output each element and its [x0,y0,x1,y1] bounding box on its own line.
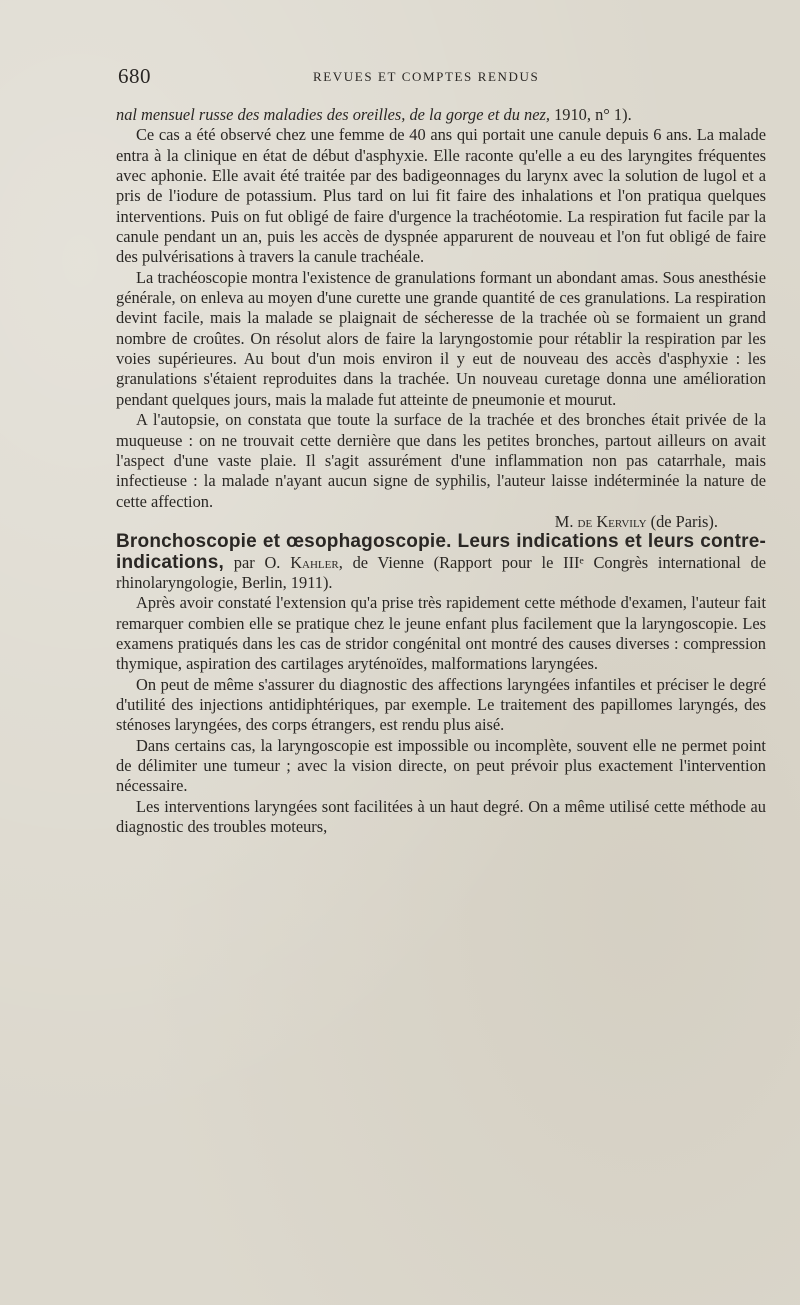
signature-prefix: M. [554,511,578,531]
paragraph-case: Ce cas a été observé chez une femme de 40 ans qui portait une canule depuis 6 ans. La malade entra à la clinique en état de début d'asphyxie. Elle raconte qu'elle a eu des laryngites fréquentes avec aphonie. Elle avait été traitée par des badigeonnages du larynx avec la solution de lugol et a pris de l'iodure de potassium. Plus tard on lui fit faire des inhalations et l'on pratiqua quelques interventions. Puis on fut obligé de faire d'urgence la trachéotomie. La respiration fut facile par la canule pendant un an, puis les accès de dyspnée apparurent de nouveau et l'on fut obligé de faire des pulvérisations à travers la canule trachéale. [116,125,766,267]
running-title: REVUES ET COMPTES RENDUS [313,69,540,84]
section-title: Bronchoscopie et œsophagoscopie. Leurs indications et leurs contre-indications, [116,531,766,573]
section-author: Kahler [290,552,339,572]
paragraph-autopsy: A l'autopsie, on constata que toute la surface de la trachée et des bronches était privée de la muqueuse : on ne trouvait cette dernière que dans les petites bronches, partout ailleurs on avait l'aspect d'une vaste plaie. Il s'agit assurément d'une inflammation non pas catarrhale, mais infectieuse : la malade n'ayant aucun signe de syphilis, l'auteur laisse indéterminée la nature de cette affection. [116,410,766,511]
page-number: 680 [118,64,151,88]
signature-particle: de [577,511,593,531]
signature-name: Kervily [596,511,647,531]
paragraph-diagnostic: On peut de même s'assurer du diagnostic des affections laryngées infantiles et préciser le degré d'utilité des injections antidiphtériques, par exemple. Le traitement des papillomes laryngés, des sténoses laryngées, des corps étrangers, est rendu plus aisé. [116,674,766,735]
paragraph-citation-continuation [116,105,766,125]
section-heading-paragraph [116,532,766,593]
section-reference: , de Vienne (Rapport pour le IIIᵉ Congrès international de rhinolaryngologie, Berlin, 1911). [116,552,766,592]
body-text [116,105,766,837]
running-header [118,64,768,90]
paragraph-interventions: Les interventions laryngées sont facilitées à un haut degré. On a même utilisé cette méthode au diagnostic des troubles moteurs, [116,796,766,837]
journal-title-italic: nal mensuel russe des maladies des oreilles, de la gorge et du nez, [116,105,550,124]
signature-place: (de Paris). [650,511,718,531]
paragraph-laryngoscopy: Dans certains cas, la laryngoscopie est impossible ou incomplète, souvent elle ne permet point de délimiter une tumeur ; avec la vision directe, on peut prévoir plus exactement l'intervention nécessaire. [116,735,766,796]
paragraph-extension: Après avoir constaté l'extension qu'a prise très rapidement cette méthode d'examen, l'auteur fait remarquer combien elle se pratique chez le jeune enfant plus facilement que la laryngoscopie. Les examens pratiqués dans les cas de stridor congénital ont montré des causes diverses : compression thymique, aspiration des cartilages aryténoïdes, malformations laryngées. [116,593,766,674]
paragraph-tracheoscopy: La trachéoscopie montra l'existence de granulations formant un abondant amas. Sous anesthésie générale, on enleva au moyen d'une curette une grande quantité de ces granulations. La respiration devint facile, mais la malade se plaignait de sécheresse de la trachée où se formaient un grand nombre de croûtes. On résolut alors de faire la laryngostomie pour rétablir la respiration par les voies supérieures. Au bout d'un mois environ il y eut de nouveau des accès d'asphyxie : les granulations s'étaient reproduites dans la trachée. Un nouveau curetage donna une amélioration pendant quelques jours, mais la malade fut atteinte de pneumonie et mourut. [116,267,766,409]
author-signature [116,512,766,532]
section-by: par O. [223,552,291,572]
citation-number: 1910, n° 1). [554,105,632,124]
